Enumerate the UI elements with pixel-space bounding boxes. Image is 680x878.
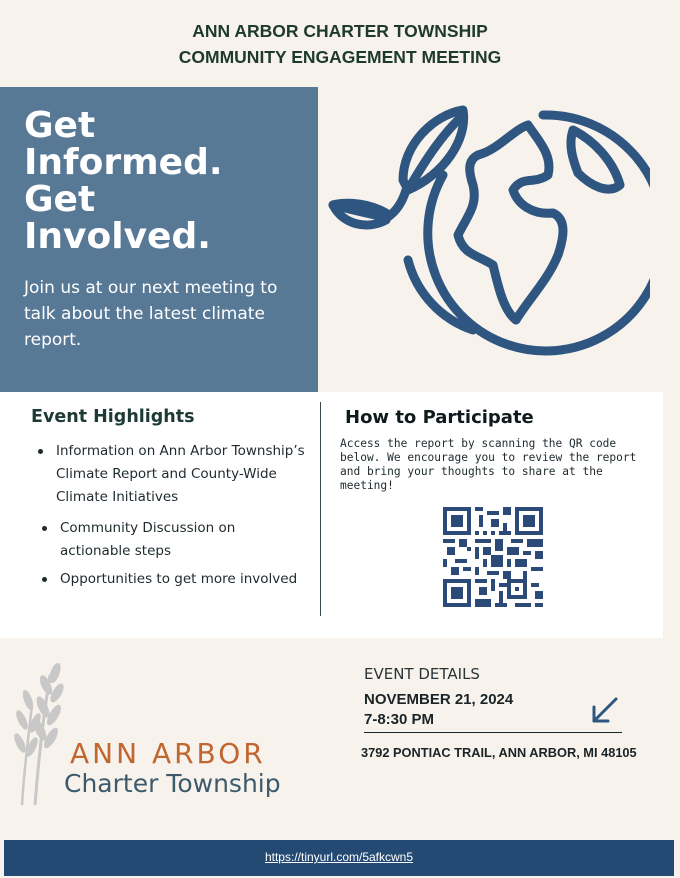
- event-details-label: EVENT DETAILS: [364, 665, 480, 683]
- hero-title-line: Informed.: [24, 142, 223, 183]
- arrow-down-left-icon: [588, 695, 620, 727]
- township-logo: [10, 655, 330, 810]
- hero-title: [24, 107, 294, 255]
- bullet-icon: [42, 577, 47, 582]
- list-item: [42, 517, 308, 563]
- logo-title: ANN ARBOR: [70, 737, 266, 770]
- page-header: [0, 18, 680, 70]
- participate-title: How to Participate: [345, 407, 534, 428]
- highlights-title: Event Highlights: [31, 407, 195, 427]
- list-item-text: Information on Ann Arbor Township’s Climate Report and County-Wide Climate Initiatives: [56, 443, 305, 505]
- event-date: NOVEMBER 21, 2024: [364, 691, 514, 708]
- bullet-icon: [38, 449, 43, 454]
- report-link[interactable]: https://tinyurl.com/5afkcwn5: [264, 850, 414, 864]
- event-date-time: [364, 690, 513, 730]
- participate-text: Access the report by scanning the QR code below. We encourage you to review the report and bring your thoughts to share at the meeting!: [340, 437, 637, 492]
- hero-title-line: Involved.: [24, 216, 211, 257]
- list-item-text: Community Discussion on actionable steps: [60, 520, 236, 559]
- hero-box: [0, 87, 318, 392]
- info-panel: [0, 392, 663, 638]
- event-divider: [364, 732, 622, 733]
- event-time: 7-8:30 PM: [364, 711, 435, 728]
- footer-bar: [4, 840, 674, 876]
- bullet-icon: [42, 526, 47, 531]
- logo-subtitle: Charter Township: [64, 769, 281, 798]
- header-line-1: ANN ARBOR CHARTER TOWNSHIP: [192, 21, 488, 41]
- column-divider: [320, 402, 321, 616]
- hero-subtitle: Join us at our next meeting to talk about the latest climate report.: [24, 278, 278, 350]
- event-address: 3792 PONTIAC TRAIL, ANN ARBOR, MI 48105: [361, 745, 637, 760]
- hero-title-line: Get: [24, 105, 96, 146]
- qr-code-icon[interactable]: [443, 507, 543, 607]
- header-line-2: COMMUNITY ENGAGEMENT MEETING: [178, 47, 502, 67]
- highlights-list: [38, 440, 308, 591]
- list-item-text: Opportunities to get more involved: [60, 571, 298, 587]
- globe-plant-icon: [328, 95, 650, 360]
- list-item: [42, 568, 308, 591]
- list-item: [38, 440, 308, 509]
- hero-title-line: Get: [24, 179, 96, 220]
